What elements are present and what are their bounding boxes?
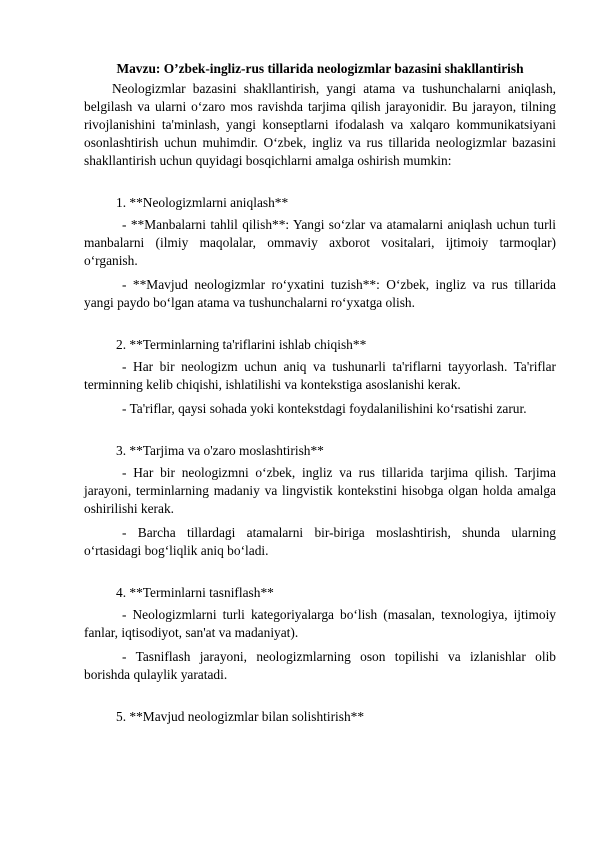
section-heading: 3. **Tarjima va o'zaro moslashtirish** bbox=[116, 443, 324, 458]
section-heading: 1. **Neologizmlarni aniqlash** bbox=[116, 195, 289, 210]
section-item: - **Manbalarni tahlil qilish**: Yangi so‘zlar va atamalarni aniqlash uchun turli manbalarni (ilmiy maqolalar, ommaviy axborot vositalari, ijtimoiy tarmoqlar) o‘rganish. bbox=[84, 217, 556, 268]
section-3 bbox=[84, 442, 556, 560]
section-1 bbox=[84, 194, 556, 312]
section-item: - Har bir neologizmni o‘zbek, ingliz va rus tillarida tarjima qilish. Tarjima jarayoni, terminlarning madaniy va lingvistik kontekstini hisobga olgan holda amalga oshirilishi kerak. bbox=[84, 465, 556, 516]
section-item: - Neologizmlarni turli kategoriyalarga bo‘lish (masalan, texnologiya, ijtimoiy fanlar, iqtisodiyot, san'at va madaniyat). bbox=[84, 607, 556, 640]
section-5 bbox=[84, 708, 556, 726]
section-item: - Ta'riflar, qaysi sohada yoki kontekstdagi foydalanilishini ko‘rsatishi zarur. bbox=[122, 401, 527, 416]
section-item: - Barcha tillardagi atamalarni bir-biriga moslashtirish, shunda ularning o‘rtasidagi bog‘liqlik aniq bo‘ladi. bbox=[84, 525, 556, 558]
section-item: - Tasniflash jarayoni, neologizmlarning oson topilishi va izlanishlar olib borishda qulaylik yaratadi. bbox=[84, 649, 556, 682]
intro-paragraph: Neologizmlar bazasini shakllantirish, yangi atama va tushunchalarni aniqlash, belgilash va ularni o‘zaro mos ravishda tarjima qilish jarayonidir. Bu jarayon, tilning rivojlanishini ta'minlash, yangi konseptlarni ifodalash va xalqaro kommunikatsiyani osonlashtirish uchun muhimdir. O‘zbek, ingliz va rus tillarida neologizmlar bazasini shakllantirish uchun quyidagi bosqichlarni amalga oshirish mumkin: bbox=[84, 81, 556, 168]
section-item: - **Mavjud neologizmlar ro‘yxatini tuzish**: O‘zbek, ingliz va rus tillarida yangi paydo bo‘lgan atama va tushunchalarni ro‘yxatga olish. bbox=[84, 277, 556, 310]
section-heading: 2. **Terminlarning ta'riflarini ishlab chiqish** bbox=[116, 337, 367, 352]
section-heading: 5. **Mavjud neologizmlar bilan solishtirish** bbox=[116, 709, 365, 724]
section-heading: 4. **Terminlarni tasniflash** bbox=[116, 585, 274, 600]
section-2 bbox=[84, 336, 556, 418]
section-4 bbox=[84, 584, 556, 684]
section-item: - Har bir neologizm uchun aniq va tushunarli ta'riflarni tayyorlash. Ta'riflar terminning kelib chiqishi, ishlatilishi va kontekstiga asoslanishi kerak. bbox=[84, 359, 556, 392]
document-title: Mavzu: O’zbek-ingliz-rus tillarida neologizmlar bazasini shakllantirish bbox=[116, 61, 524, 76]
